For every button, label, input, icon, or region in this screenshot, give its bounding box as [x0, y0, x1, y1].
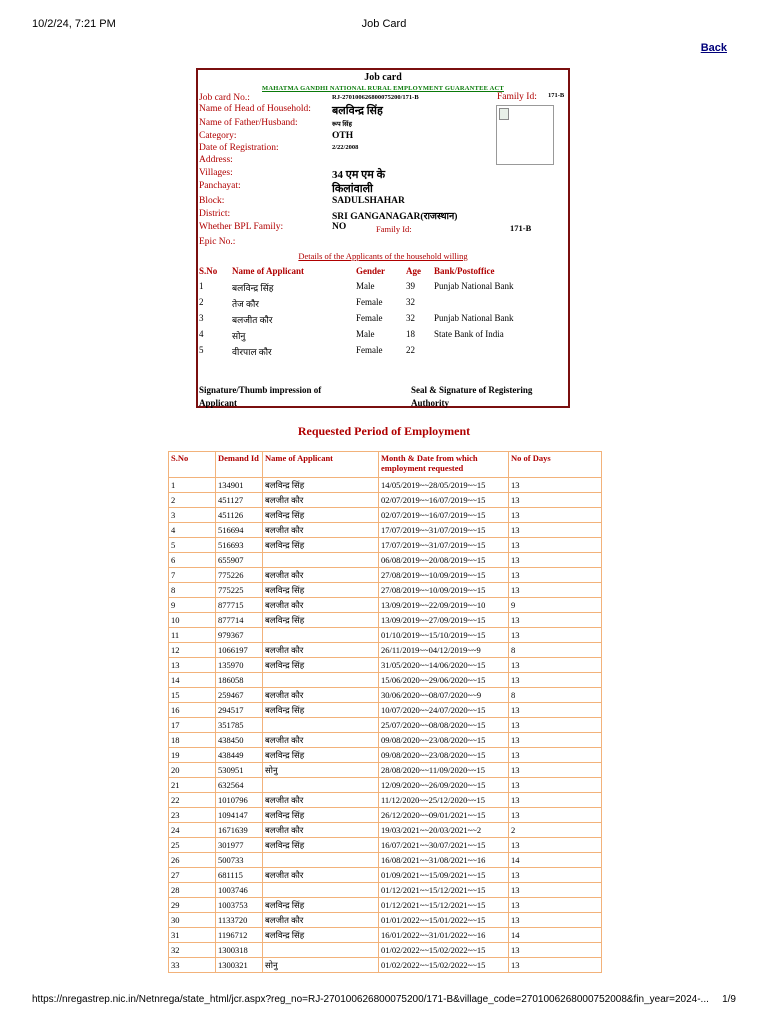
applicant-sno: 4 — [199, 329, 204, 339]
table-row — [169, 928, 602, 943]
cell-no-of-days: 13 — [509, 538, 602, 553]
cell-sno: 8 — [169, 583, 216, 598]
cell-date-range: 16/08/2021~~31/08/2021~~16 — [379, 853, 509, 868]
cell-no-of-days: 8 — [509, 688, 602, 703]
requested-period-table — [168, 451, 602, 973]
cell-date-range: 13/09/2019~~22/09/2019~~10 — [379, 598, 509, 613]
cell-no-of-days: 13 — [509, 568, 602, 583]
table-row — [169, 538, 602, 553]
cell-sno: 10 — [169, 613, 216, 628]
family-id-top-value: 171-B — [548, 92, 565, 99]
cell-sno: 5 — [169, 538, 216, 553]
cell-no-of-days: 13 — [509, 958, 602, 973]
table-row — [169, 883, 602, 898]
cell-applicant-name: बलविन्द्र सिंह — [263, 508, 379, 523]
cell-no-of-days: 13 — [509, 733, 602, 748]
header-demand-id: Demand Id — [216, 452, 263, 478]
cell-no-of-days: 13 — [509, 898, 602, 913]
applicant-name: वीरपाल कौर — [232, 347, 272, 357]
panchayat-value: किलांवाली — [332, 183, 373, 195]
cell-date-range: 16/07/2021~~30/07/2021~~15 — [379, 838, 509, 853]
cell-sno: 2 — [169, 493, 216, 508]
category-label: Category: — [199, 131, 237, 141]
cell-demand-id: 351785 — [216, 718, 263, 733]
cell-date-range: 12/09/2020~~26/09/2020~~15 — [379, 778, 509, 793]
cell-demand-id: 1010796 — [216, 793, 263, 808]
cell-sno: 15 — [169, 688, 216, 703]
act-name: MAHATMA GANDHI NATIONAL RURAL EMPLOYMENT GUARANTEE ACT — [262, 85, 504, 92]
applicant-name: सोनु — [232, 331, 246, 341]
cell-demand-id: 681115 — [216, 868, 263, 883]
head-value: बलविन्द्र सिंह — [332, 105, 383, 117]
cell-applicant-name: बलजीत कौर — [263, 643, 379, 658]
cell-applicant-name: बलविन्द्र सिंह — [263, 838, 379, 853]
cell-no-of-days: 13 — [509, 718, 602, 733]
cell-demand-id: 1300321 — [216, 958, 263, 973]
table-row — [169, 898, 602, 913]
applicant-gender: Female — [356, 313, 383, 323]
table-row — [169, 718, 602, 733]
table-row — [169, 643, 602, 658]
table-row — [169, 838, 602, 853]
cell-demand-id: 877714 — [216, 613, 263, 628]
bpl-value: NO — [332, 222, 347, 232]
cell-sno: 26 — [169, 853, 216, 868]
cell-no-of-days: 9 — [509, 598, 602, 613]
cell-no-of-days: 13 — [509, 868, 602, 883]
father-label: Name of Father/Husband: — [199, 118, 298, 128]
applicant-name: बलविन्द्र सिंह — [232, 283, 274, 293]
cell-applicant-name: बलजीत कौर — [263, 568, 379, 583]
cell-demand-id: 438450 — [216, 733, 263, 748]
print-header — [32, 18, 736, 30]
table-row — [169, 673, 602, 688]
table-row — [169, 808, 602, 823]
table-row — [169, 868, 602, 883]
applicant-age: 32 — [406, 313, 415, 323]
cell-no-of-days: 13 — [509, 658, 602, 673]
cell-demand-id: 655907 — [216, 553, 263, 568]
cell-sno: 33 — [169, 958, 216, 973]
cell-demand-id: 451127 — [216, 493, 263, 508]
print-datetime: 10/2/24, 7:21 PM — [32, 18, 116, 30]
applicant-sno: 1 — [199, 281, 204, 291]
cell-no-of-days: 13 — [509, 478, 602, 493]
applicant-name: तेज कौर — [232, 299, 259, 309]
cell-date-range: 01/12/2021~~15/12/2021~~15 — [379, 883, 509, 898]
cell-date-range: 15/06/2020~~29/06/2020~~15 — [379, 673, 509, 688]
applicants-section-title: Details of the Applicants of the household willing — [298, 251, 468, 261]
cell-applicant-name: बलविन्द्र सिंह — [263, 583, 379, 598]
date-reg-value: 2/22/2008 — [332, 144, 359, 151]
table-row — [169, 793, 602, 808]
print-title: Job Card — [361, 18, 407, 30]
cell-applicant-name: बलजीत कौर — [263, 868, 379, 883]
cell-applicant-name — [263, 778, 379, 793]
cell-sno: 7 — [169, 568, 216, 583]
cell-date-range: 14/05/2019~~28/05/2019~~15 — [379, 478, 509, 493]
cell-date-range: 01/09/2021~~15/09/2021~~15 — [379, 868, 509, 883]
authority-signature: Seal & Signature of Registering Authority — [411, 385, 533, 408]
header-date-range: Month & Date from which employment requested — [379, 452, 509, 478]
cell-date-range: 27/08/2019~~10/09/2019~~15 — [379, 568, 509, 583]
applicant-gender: Male — [356, 281, 375, 291]
cell-demand-id: 775225 — [216, 583, 263, 598]
cell-no-of-days: 13 — [509, 523, 602, 538]
cell-demand-id: 516694 — [216, 523, 263, 538]
applicant-age: 22 — [406, 345, 415, 355]
cell-date-range: 09/08/2020~~23/08/2020~~15 — [379, 733, 509, 748]
cell-sno: 28 — [169, 883, 216, 898]
cell-sno: 11 — [169, 628, 216, 643]
applicant-age: 32 — [406, 297, 415, 307]
cell-demand-id: 500733 — [216, 853, 263, 868]
cell-sno: 3 — [169, 508, 216, 523]
table-row — [169, 553, 602, 568]
cell-demand-id: 135970 — [216, 658, 263, 673]
applicant-header-sno: S.No — [199, 266, 218, 276]
block-label: Block: — [199, 196, 225, 206]
cell-date-range: 01/01/2022~~15/01/2022~~15 — [379, 913, 509, 928]
cell-demand-id: 301977 — [216, 838, 263, 853]
address-label: Address: — [199, 155, 233, 165]
cell-applicant-name: बलजीत कौर — [263, 598, 379, 613]
cell-applicant-name: बलजीत कौर — [263, 733, 379, 748]
cell-no-of-days: 13 — [509, 763, 602, 778]
table-header-row — [169, 452, 602, 478]
cell-sno: 25 — [169, 838, 216, 853]
job-card-title: Job card — [364, 72, 402, 83]
table-row — [169, 688, 602, 703]
cell-applicant-name: बलविन्द्र सिंह — [263, 703, 379, 718]
cell-date-range: 01/02/2022~~15/02/2022~~15 — [379, 958, 509, 973]
cell-sno: 13 — [169, 658, 216, 673]
family-id-bottom-value: 171-B — [510, 223, 532, 233]
applicant-header-name: Name of Applicant — [232, 266, 304, 276]
cell-applicant-name: बलविन्द्र सिंह — [263, 658, 379, 673]
print-page-number: 1/9 — [722, 994, 736, 1005]
cell-demand-id: 186058 — [216, 673, 263, 688]
head-label: Name of Head of Household: — [199, 104, 311, 114]
cell-date-range: 28/08/2020~~11/09/2020~~15 — [379, 763, 509, 778]
cell-applicant-name: बलविन्द्र सिंह — [263, 928, 379, 943]
applicant-gender: Male — [356, 329, 375, 339]
cell-no-of-days: 13 — [509, 943, 602, 958]
cell-sno: 14 — [169, 673, 216, 688]
applicant-gender: Female — [356, 297, 383, 307]
cell-applicant-name — [263, 718, 379, 733]
cell-demand-id: 438449 — [216, 748, 263, 763]
table-row — [169, 958, 602, 973]
table-row — [169, 853, 602, 868]
table-row — [169, 478, 602, 493]
cell-date-range: 09/08/2020~~23/08/2020~~15 — [379, 748, 509, 763]
cell-sno: 20 — [169, 763, 216, 778]
table-row — [169, 493, 602, 508]
job-card-no-value: RJ-270100626800075200/171-B — [332, 94, 419, 101]
cell-no-of-days: 13 — [509, 808, 602, 823]
applicant-bank: Punjab National Bank — [434, 313, 514, 323]
applicant-header-gender: Gender — [356, 266, 385, 276]
applicant-header-bank: Bank/Postoffice — [434, 266, 495, 276]
job-card — [196, 68, 570, 408]
cell-no-of-days: 13 — [509, 628, 602, 643]
table-row — [169, 943, 602, 958]
cell-date-range: 17/07/2019~~31/07/2019~~15 — [379, 523, 509, 538]
cell-sno: 29 — [169, 898, 216, 913]
cell-sno: 22 — [169, 793, 216, 808]
applicant-sno: 5 — [199, 345, 204, 355]
broken-image-icon — [499, 108, 509, 120]
cell-date-range: 02/07/2019~~16/07/2019~~15 — [379, 493, 509, 508]
applicant-header-age: Age — [406, 266, 421, 276]
cell-demand-id: 294517 — [216, 703, 263, 718]
cell-applicant-name: बलविन्द्र सिंह — [263, 613, 379, 628]
applicant-sno: 3 — [199, 313, 204, 323]
table-row — [169, 613, 602, 628]
table-row — [169, 568, 602, 583]
villages-value: 34 एम एम के — [332, 169, 386, 181]
cell-no-of-days: 13 — [509, 508, 602, 523]
cell-date-range: 10/07/2020~~24/07/2020~~15 — [379, 703, 509, 718]
cell-date-range: 26/11/2019~~04/12/2019~~9 — [379, 643, 509, 658]
header-no-of-days: No of Days — [509, 452, 602, 478]
cell-no-of-days: 14 — [509, 928, 602, 943]
cell-no-of-days: 13 — [509, 883, 602, 898]
villages-label: Villages: — [199, 168, 233, 178]
cell-no-of-days: 13 — [509, 913, 602, 928]
cell-no-of-days: 13 — [509, 583, 602, 598]
cell-date-range: 31/05/2020~~14/06/2020~~15 — [379, 658, 509, 673]
cell-applicant-name — [263, 553, 379, 568]
cell-no-of-days: 13 — [509, 673, 602, 688]
cell-date-range: 25/07/2020~~08/08/2020~~15 — [379, 718, 509, 733]
table-row — [169, 748, 602, 763]
cell-date-range: 26/12/2020~~09/01/2021~~15 — [379, 808, 509, 823]
cell-no-of-days: 13 — [509, 748, 602, 763]
cell-applicant-name: सोनु — [263, 763, 379, 778]
cell-sno: 17 — [169, 718, 216, 733]
cell-applicant-name: बलविन्द्र सिंह — [263, 898, 379, 913]
cell-applicant-name — [263, 628, 379, 643]
cell-no-of-days: 8 — [509, 643, 602, 658]
job-card-no-label: Job card No.: — [199, 93, 250, 103]
date-reg-label: Date of Registration: — [199, 143, 279, 153]
cell-demand-id: 451126 — [216, 508, 263, 523]
cell-applicant-name — [263, 943, 379, 958]
header-applicant-name: Name of Applicant — [263, 452, 379, 478]
category-value: OTH — [332, 131, 354, 141]
father-value: रूप सिंह — [332, 121, 352, 128]
cell-applicant-name: बलजीत कौर — [263, 493, 379, 508]
cell-date-range: 27/08/2019~~10/09/2019~~15 — [379, 583, 509, 598]
table-row — [169, 598, 602, 613]
cell-applicant-name: बलजीत कौर — [263, 523, 379, 538]
cell-sno: 18 — [169, 733, 216, 748]
cell-demand-id: 1066197 — [216, 643, 263, 658]
family-id-bottom-label: Family Id: — [376, 224, 412, 234]
cell-sno: 6 — [169, 553, 216, 568]
table-row — [169, 658, 602, 673]
cell-date-range: 16/01/2022~~31/01/2022~~16 — [379, 928, 509, 943]
cell-applicant-name: सोनु — [263, 958, 379, 973]
cell-sno: 30 — [169, 913, 216, 928]
table-row — [169, 508, 602, 523]
applicant-bank: Punjab National Bank — [434, 281, 514, 291]
cell-no-of-days: 13 — [509, 778, 602, 793]
applicant-signature: Signature/Thumb impression of Applicant — [199, 385, 322, 408]
cell-sno: 9 — [169, 598, 216, 613]
applicant-age: 39 — [406, 281, 415, 291]
cell-demand-id: 259467 — [216, 688, 263, 703]
table-row — [169, 913, 602, 928]
cell-sno: 32 — [169, 943, 216, 958]
cell-applicant-name — [263, 673, 379, 688]
cell-no-of-days: 14 — [509, 853, 602, 868]
back-link[interactable]: Back — [700, 42, 727, 54]
district-label: District: — [199, 209, 231, 219]
cell-applicant-name: बलविन्द्र सिंह — [263, 478, 379, 493]
cell-sno: 24 — [169, 823, 216, 838]
print-url: https://nregastrep.nic.in/Netnrega/state_html/jcr.aspx?reg_no=RJ-270100626800075200/171-B&village_code=2701006268000752008&fin_year=2024-... — [32, 994, 709, 1005]
table-row — [169, 763, 602, 778]
cell-demand-id: 516693 — [216, 538, 263, 553]
cell-applicant-name: बलविन्द्र सिंह — [263, 808, 379, 823]
cell-demand-id: 877715 — [216, 598, 263, 613]
cell-sno: 16 — [169, 703, 216, 718]
cell-demand-id: 1003753 — [216, 898, 263, 913]
cell-sno: 31 — [169, 928, 216, 943]
applicant-bank: State Bank of India — [434, 329, 504, 339]
block-value: SADULSHAHAR — [332, 196, 405, 206]
requested-period-title: Requested Period of Employment — [297, 424, 471, 438]
applicant-sno: 2 — [199, 297, 204, 307]
cell-date-range: 13/09/2019~~27/09/2019~~15 — [379, 613, 509, 628]
applicant-age: 18 — [406, 329, 415, 339]
cell-applicant-name: बलजीत कौर — [263, 913, 379, 928]
cell-date-range: 11/12/2020~~25/12/2020~~15 — [379, 793, 509, 808]
cell-no-of-days: 2 — [509, 823, 602, 838]
cell-date-range: 01/12/2021~~15/12/2021~~15 — [379, 898, 509, 913]
cell-date-range: 06/08/2019~~20/08/2019~~15 — [379, 553, 509, 568]
cell-date-range: 02/07/2019~~16/07/2019~~15 — [379, 508, 509, 523]
cell-demand-id: 1196712 — [216, 928, 263, 943]
cell-sno: 19 — [169, 748, 216, 763]
cell-applicant-name — [263, 883, 379, 898]
table-row — [169, 583, 602, 598]
cell-demand-id: 1003746 — [216, 883, 263, 898]
cell-no-of-days: 13 — [509, 613, 602, 628]
cell-no-of-days: 13 — [509, 493, 602, 508]
cell-sno: 27 — [169, 868, 216, 883]
cell-applicant-name: बलजीत कौर — [263, 688, 379, 703]
cell-demand-id: 632564 — [216, 778, 263, 793]
cell-sno: 12 — [169, 643, 216, 658]
panchayat-label: Panchayat: — [199, 181, 241, 191]
cell-applicant-name: बलजीत कौर — [263, 823, 379, 838]
cell-demand-id: 979367 — [216, 628, 263, 643]
cell-sno: 21 — [169, 778, 216, 793]
cell-no-of-days: 13 — [509, 703, 602, 718]
table-row — [169, 523, 602, 538]
cell-no-of-days: 13 — [509, 553, 602, 568]
cell-date-range: 17/07/2019~~31/07/2019~~15 — [379, 538, 509, 553]
cell-applicant-name — [263, 853, 379, 868]
cell-sno: 23 — [169, 808, 216, 823]
cell-applicant-name: बलविन्द्र सिंह — [263, 748, 379, 763]
table-row — [169, 628, 602, 643]
applicant-name: बलजीत कौर — [232, 315, 273, 325]
cell-demand-id: 775226 — [216, 568, 263, 583]
cell-sno: 4 — [169, 523, 216, 538]
cell-date-range: 01/02/2022~~15/02/2022~~15 — [379, 943, 509, 958]
cell-date-range: 01/10/2019~~15/10/2019~~15 — [379, 628, 509, 643]
table-row — [169, 703, 602, 718]
header-sno: S.No — [169, 452, 216, 478]
cell-no-of-days: 13 — [509, 793, 602, 808]
table-row — [169, 733, 602, 748]
cell-sno: 1 — [169, 478, 216, 493]
district-value: SRI GANGANAGAR(राजस्थान) — [332, 212, 458, 222]
family-id-top-label: Family Id: — [497, 92, 537, 102]
cell-demand-id: 530951 — [216, 763, 263, 778]
cell-date-range: 30/06/2020~~08/07/2020~~9 — [379, 688, 509, 703]
cell-applicant-name: बलविन्द्र सिंह — [263, 538, 379, 553]
cell-demand-id: 1671639 — [216, 823, 263, 838]
applicant-gender: Female — [356, 345, 383, 355]
cell-demand-id: 1094147 — [216, 808, 263, 823]
epic-label: Epic No.: — [199, 237, 236, 247]
bpl-label: Whether BPL Family: — [199, 222, 284, 232]
cell-no-of-days: 13 — [509, 838, 602, 853]
cell-date-range: 19/03/2021~~20/03/2021~~2 — [379, 823, 509, 838]
cell-demand-id: 1133720 — [216, 913, 263, 928]
applicant-photo — [496, 105, 554, 165]
table-row — [169, 778, 602, 793]
table-row — [169, 823, 602, 838]
cell-demand-id: 134901 — [216, 478, 263, 493]
cell-demand-id: 1300318 — [216, 943, 263, 958]
cell-applicant-name: बलजीत कौर — [263, 793, 379, 808]
